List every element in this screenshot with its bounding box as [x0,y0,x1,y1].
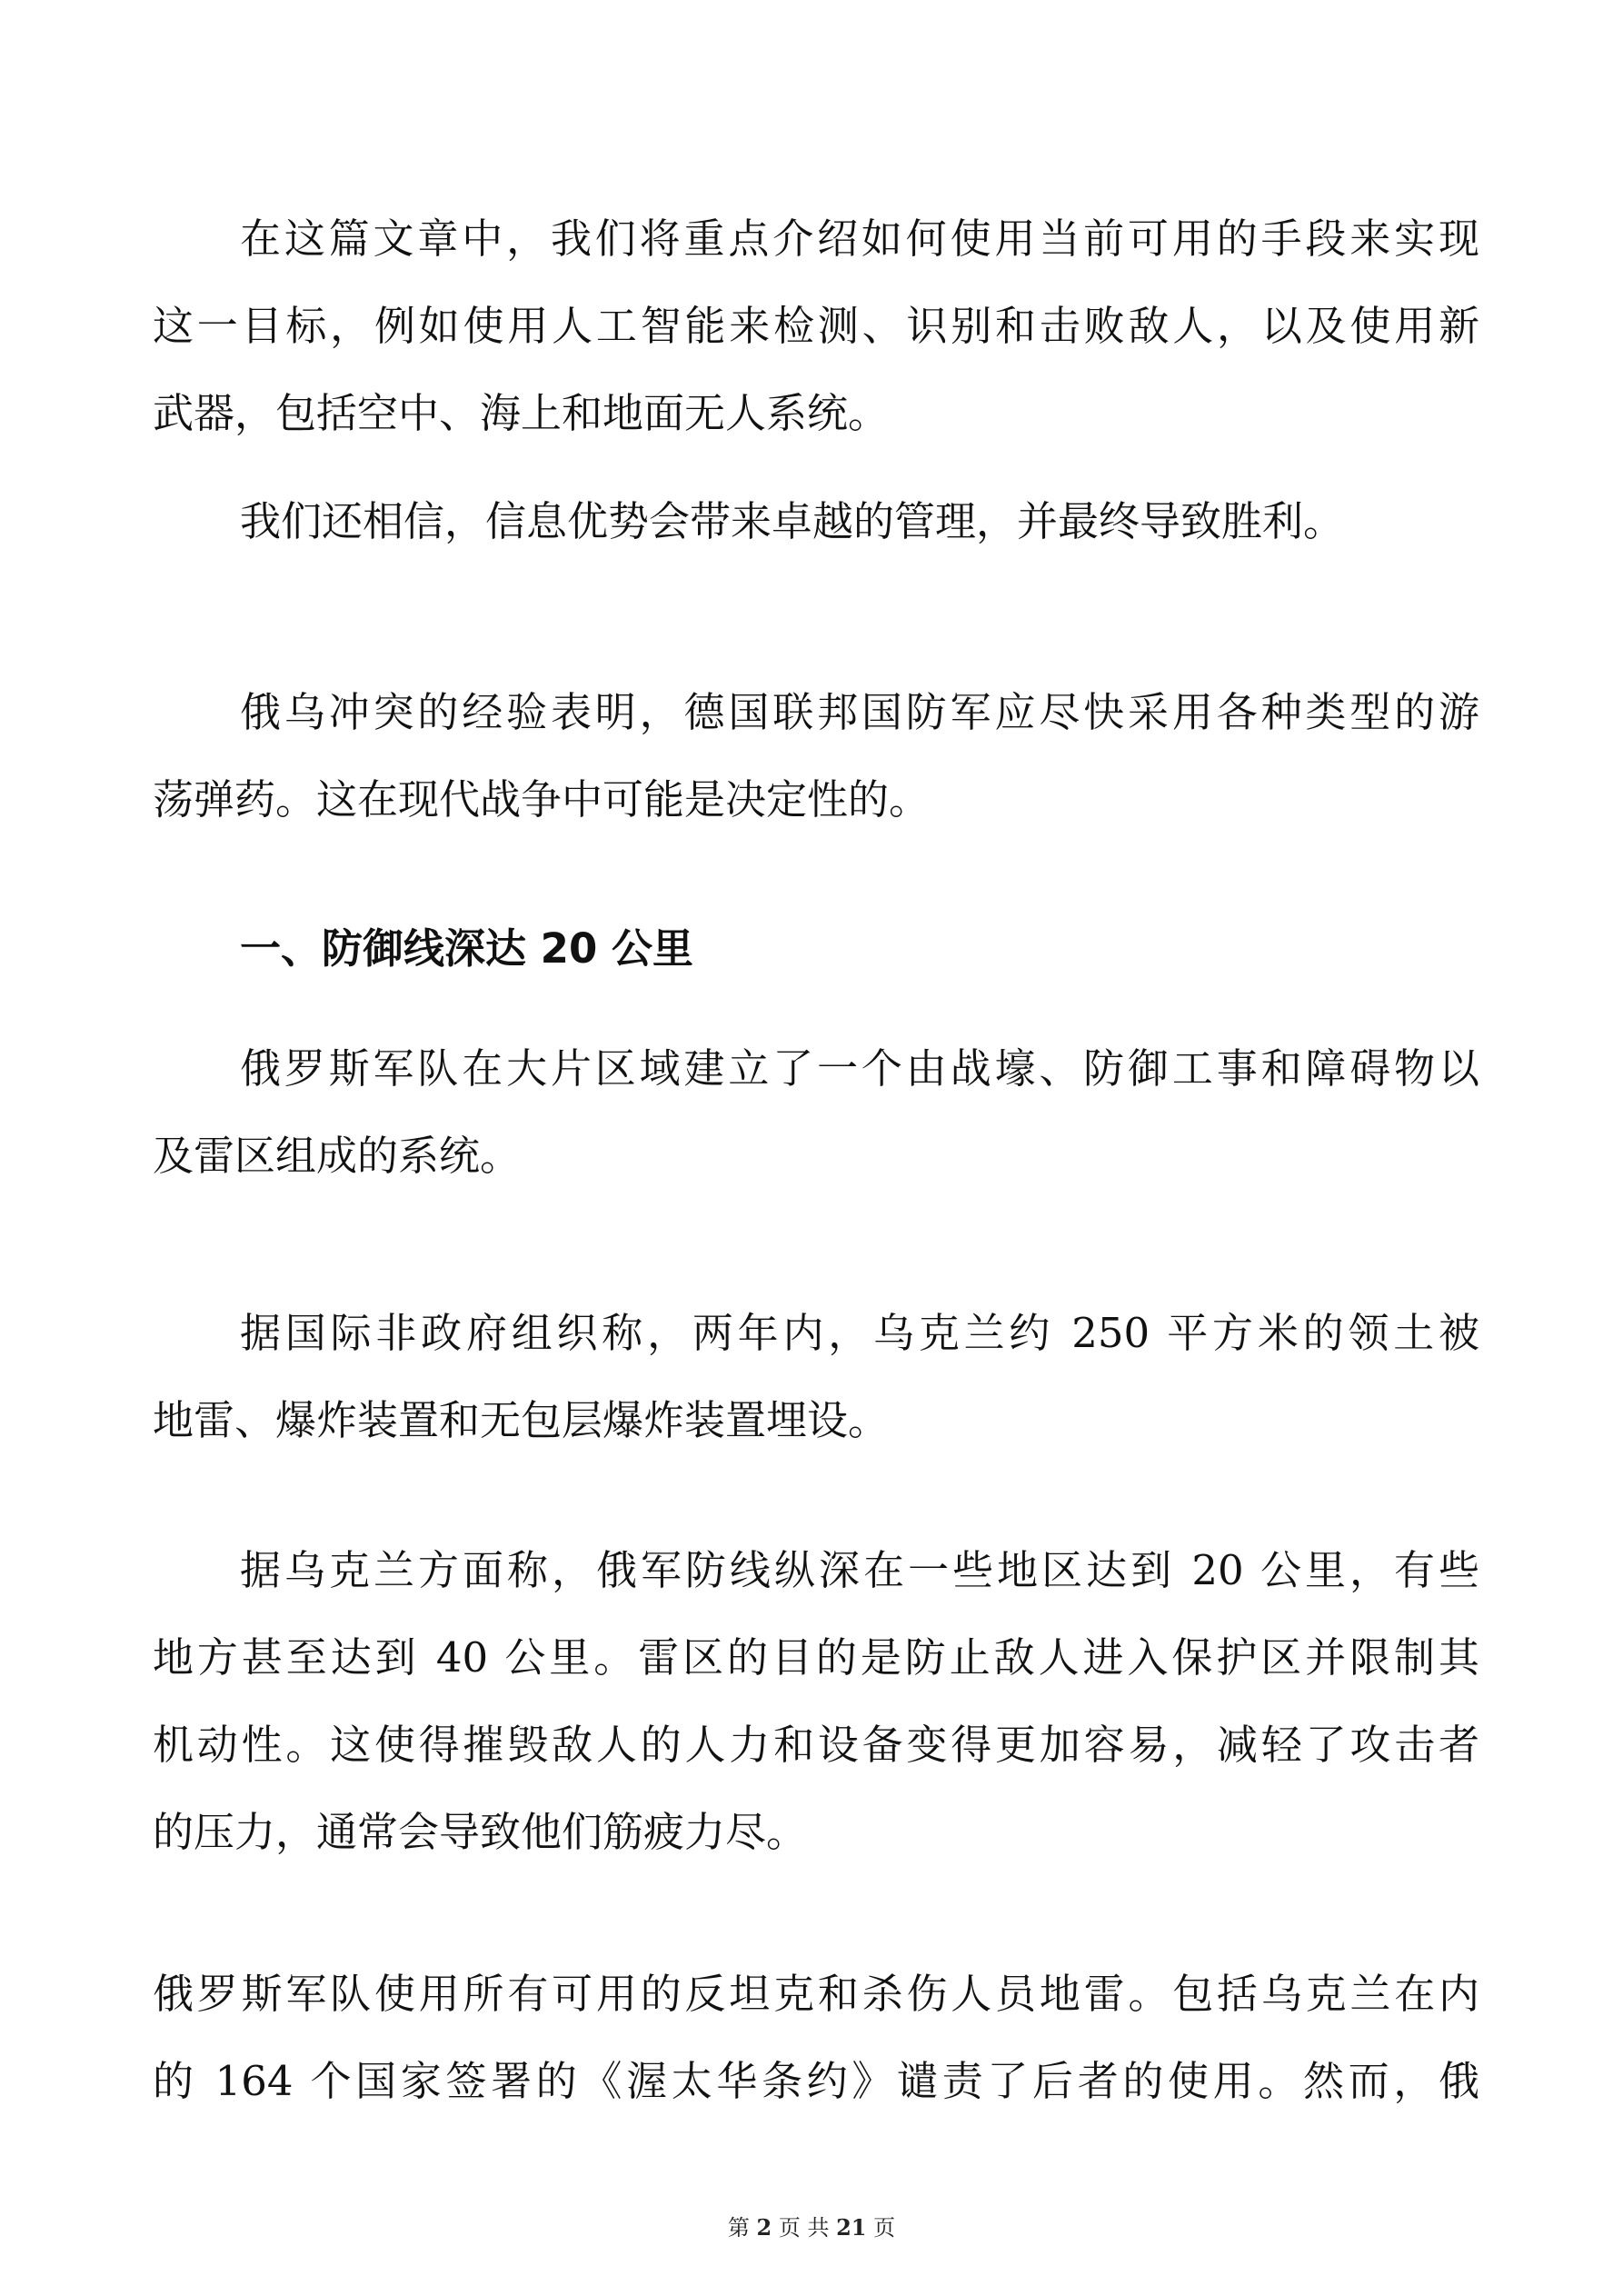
paragraph-7-line-1: 俄罗斯军队使用所有可用的反坦克和杀伤人员地雷。包括乌克兰在内 [153,1970,1479,2018]
paragraph-6-line-4: 的压力，通常会导致他们筋疲力尽。 [153,1808,808,1856]
footer-middle: 页 共 [778,2215,830,2241]
paragraph-6-line-3: 机动性。这使得摧毁敌人的人力和设备变得更加容易，减轻了攻击者 [153,1721,1479,1769]
page-footer [0,2214,1623,2241]
paragraph-4-line-1: 俄罗斯军队在大片区域建立了一个由战壕、防御工事和障碍物以 [240,1044,1479,1093]
paragraph-2-line-1: 我们还相信，信息优势会带来卓越的管理，并最终导致胜利。 [240,497,1345,545]
footer-total-pages: 21 [836,2214,867,2241]
paragraph-4-line-2: 及雷区组成的系统。 [153,1132,522,1180]
footer-prefix: 第 [727,2215,750,2241]
paragraph-7-line-2: 的 164 个国家签署的《渥太华条约》谴责了后者的使用。然而，俄 [153,2057,1479,2105]
paragraph-1-line-1: 在这篇文章中，我们将重点介绍如何使用当前可用的手段来实现 [240,215,1479,263]
section-heading: 一、防御线深达 20 公里 [240,924,693,973]
footer-page-number: 2 [756,2214,772,2241]
footer-suffix: 页 [873,2215,896,2241]
paragraph-1-line-2: 这一目标，例如使用人工智能来检测、识别和击败敌人，以及使用新 [153,302,1479,350]
paragraph-3-line-1: 俄乌冲突的经验表明，德国联邦国防军应尽快采用各种类型的游 [240,688,1479,736]
paragraph-5-line-1: 据国际非政府组织称，两年内，乌克兰约 250 平方米的领土被 [240,1309,1479,1357]
paragraph-1-line-3: 武器，包括空中、海上和地面无人系统。 [153,389,890,437]
paragraph-6-line-1: 据乌克兰方面称，俄军防线纵深在一些地区达到 20 公里，有些 [240,1546,1479,1594]
paragraph-5-line-2: 地雷、爆炸装置和无包层爆炸装置埋设。 [153,1396,890,1444]
paragraph-6-line-2: 地方甚至达到 40 公里。雷区的目的是防止敌人进入保护区并限制其 [153,1633,1479,1682]
paragraph-3-line-2: 荡弹药。这在现代战争中可能是决定性的。 [153,775,931,824]
